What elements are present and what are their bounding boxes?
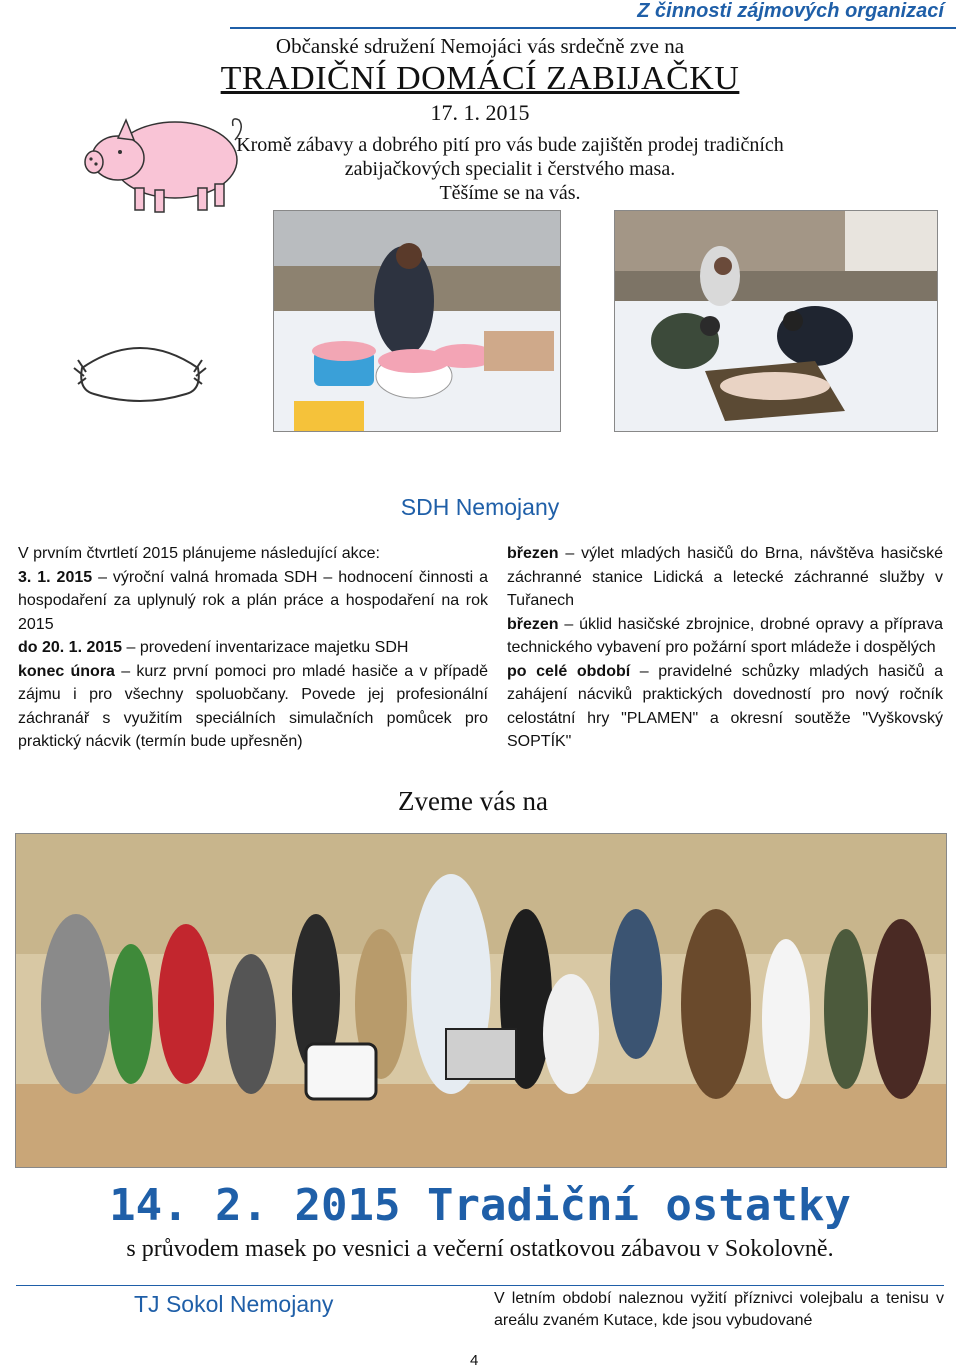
sdh-item-text: – pravidelné schůzky mladých hasičů a zahájení nácviků praktických dovedností pro nový ročník celostátní hry "PLAMEN" a okresní soutěže "Vyškovský SOPTÍK"	[507, 662, 943, 750]
sdh-item	[507, 542, 943, 613]
ostatky-title: 14. 2. 2015 Tradiční ostatky	[109, 1180, 851, 1231]
invitation-text-line1: Kromě zábavy a dobrého pití pro vás bude zajištěn prodej tradičních	[236, 134, 784, 156]
sdh-item	[18, 636, 488, 660]
sdh-item-text: – výlet mladých hasičů do Brna, návštěva hasičské záchranné stanice Lidická a letecké záchranné služby v Tuřanech	[507, 545, 943, 609]
invitation-date: 17. 1. 2015	[430, 100, 530, 125]
ostatky-subtitle: s průvodem masek po vesnici a večerní ostatkovou zábavou v Sokolovně.	[126, 1236, 834, 1262]
photo-masked-group	[15, 833, 947, 1168]
sdh-item	[18, 566, 488, 637]
sdh-item-date: po celé období	[507, 662, 631, 680]
sdh-item-text: – výroční valná hromada SDH – hodnocení činnosti a hospodaření za uplynulý rok a plán práce a hospodaření na rok 2015	[18, 568, 489, 633]
invite-text: Zveme vás na	[398, 786, 548, 816]
sokol-text: V letním období naleznou vyžití příznivci volejbalu a tenisu v areálu zvaném Kutace, kde jsou vybudované	[494, 1290, 944, 1329]
sausage-icon	[70, 338, 210, 410]
sokol-title: TJ Sokol Nemojany	[134, 1291, 334, 1317]
invitation-text-line3: Těšíme se na vás.	[439, 182, 581, 204]
sdh-intro: V prvním čtvrtletí 2015 plánujeme následující akce:	[18, 545, 380, 562]
sdh-item-date: 3. 1. 2015	[18, 568, 93, 586]
photo-meat-preparation	[273, 210, 561, 432]
invitation-text-line2: zabijačkových specialit i čerstvého masa.	[344, 158, 676, 180]
sdh-item-date: do 20. 1. 2015	[18, 639, 123, 656]
sdh-item	[18, 660, 488, 754]
invitation-intro: Občanské sdružení Nemojáci vás srdečně zve na	[275, 34, 685, 58]
page-number: 4	[470, 1352, 479, 1369]
photo-pig-processing	[614, 210, 938, 432]
header-rule	[230, 27, 956, 29]
sdh-title: SDH Nemojany	[400, 494, 560, 520]
invitation-title: TRADIČNÍ DOMÁCÍ ZABIJAČKU	[220, 60, 740, 97]
sdh-right-column	[507, 542, 943, 754]
sdh-left-column	[18, 542, 488, 754]
pig-icon	[80, 100, 250, 220]
invitation-text	[230, 133, 790, 205]
sdh-item-date: konec února	[18, 662, 115, 680]
footer-rule	[16, 1285, 944, 1286]
sdh-item	[507, 660, 943, 754]
sdh-item-date: březen	[507, 545, 559, 562]
sdh-item-text: – provedení inventarizace majetku SDH	[122, 639, 409, 656]
sdh-item-date: březen	[507, 615, 559, 633]
sdh-item-text: – úklid hasičské zbrojnice, drobné opravy a příprava technického vybavení pro požární sport mládeže i dospělých	[507, 615, 943, 656]
section-header: Z činnosti zájmových organizací	[637, 0, 944, 22]
sdh-item	[507, 613, 943, 660]
sdh-item-text: – kurz první pomoci pro mladé hasiče a v případě zájmu i pro všechny spoluobčany. Povede jej profesionální záchranář s využitím speciálních simulačních pomůcek pro praktický nácvik (termín bude upřesněn)	[18, 662, 488, 750]
